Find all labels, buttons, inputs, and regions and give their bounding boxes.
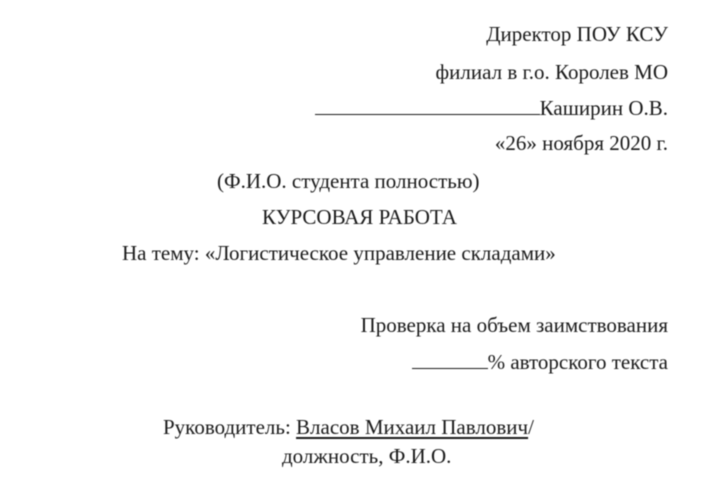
student-name-placeholder: (Ф.И.О. студента полностью) — [217, 169, 480, 193]
approval-director-name: Каширин О.В. — [539, 96, 668, 120]
signature-blank — [315, 96, 540, 115]
supervisor-line — [163, 417, 534, 438]
supervisor-caption: должность, Ф.И.О. — [282, 444, 452, 468]
supervisor-label: Руководитель: — [163, 415, 297, 439]
document-title: КУРСОВАЯ РАБОТА — [262, 205, 457, 229]
approval-signature-line — [315, 96, 668, 119]
supervisor-slash: / — [528, 415, 534, 439]
plagiarism-percent-suffix: % авторского текста — [487, 350, 668, 374]
approval-director-title: Директор ПОУ КСУ — [486, 22, 668, 46]
work-topic: На тему: «Логистическое управление складами» — [122, 241, 556, 265]
plagiarism-check-heading: Проверка на объем заимствования — [360, 313, 668, 337]
plagiarism-percent-line — [412, 350, 668, 373]
approval-date: «26» ноября 2020 г. — [494, 131, 668, 155]
approval-branch: филиал в г.о. Королев МО — [435, 60, 668, 84]
percent-blank — [412, 350, 488, 369]
supervisor-name: Власов Михаил Павлович — [296, 415, 529, 439]
